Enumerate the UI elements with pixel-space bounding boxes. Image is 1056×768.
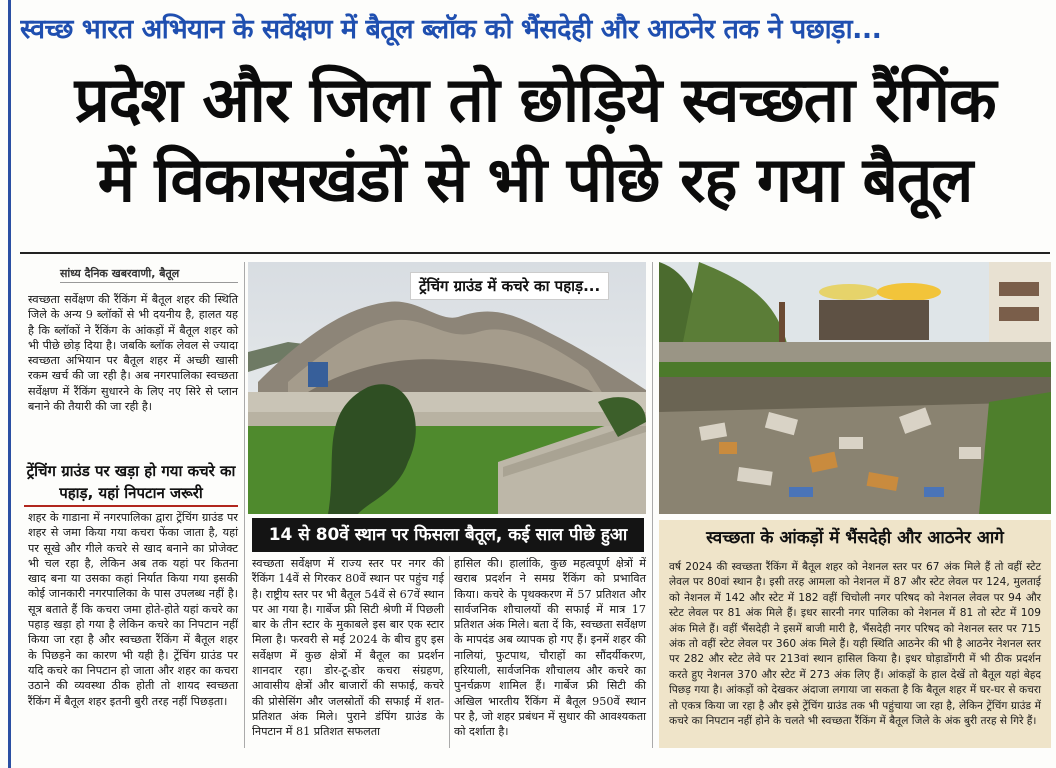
headline-line-2: में विकासखंडों से भी पीछे रह गया बैतूल: [97, 143, 973, 216]
main-headline: [20, 60, 1050, 220]
trenching-paragraph: शहर के गाडाना में नगरपालिका द्वारा ट्रेंचिंग ग्राउंड पर शहर से जमा किया गया कचरा फेंका जाता है, यहां पर सूखे और गीले कचरे से खाद बनाने का प्रोजेक्ट भी चल रहा है, लेकिन अब तक यहां पर कितना खाद बना या उसका कहां निर्यात किया गया इसकी कोई जानकारी नगरपालिका के पास उपलब्ध नहीं है। सूत्र बताते हैं कि कचरा जमा होते-होते यहां कचरे का पहाड़ खड़ा हो गया है लेकिन कचरे का निपटान नहीं किया जा रहा है और स्वच्छता रैंकिंग में बैतूल शहर के पिछड़ने का कारण भी यही है। ट्रेंचिंग ग्राउंड पर यदि कचरे का निपटान हो जाता और शहर का कचरा उठाने की व्यवस्था ठीक होती तो शायद स्वच्छता रैंकिंग में बैतूल शहर इतनी बुरी तरह नहीं पिछड़ता।: [28, 511, 238, 708]
column-divider: [449, 556, 450, 748]
byline-rule: [60, 282, 238, 283]
stats-box-body: वर्ष 2024 की स्वच्छता रैंकिंग में बैतूल शहर को नेशनल स्तर पर 67 अंक मिले हैं तो वहीं स्टेट लेवल पर 80वां स्थान है। इसी तरह आमला को नेशनल में 87 और स्टेट लेवल पर 124, मुलताई को नेशनल में 142 और स्टेट में 182 वहीं चिचोली नगर परिषद को नेशनल लेवल पर 94 और स्टेट लेवल पर 81 अंक मिले हैं। इधर सारनी नगर पालिका को नेशनल में 81 तो स्टेट में 109 अंक मिले हैं। वहीं भैंसदेही ने इसमें बाजी मारी है, भैंसदेही नगर परिषद को नेशनल स्तर पर 715 अंक तो वहीं स्टेट लेवल पर 360 अंक मिले हैं। यही स्थिति आठनेर की भी है आठनेर नेशनल स्तर पर 282 और स्टेट लेवे पर 213वां स्थान हासिल किया है। इधर घोड़ाडोंगरी में भी ठीक प्रदर्शन करते हुए नेशनल 370 और स्टेट में 273 अंक लिए हैं। आंकड़ों के हाल देखें तो बैतूल यहां बेहद पिछड़ गया है। आंकड़ों को देखकर अंदाजा लगाया जा सकता है कि बैतूल शहर में घर-घर से कचरा तो एकत्र किया जा रहा है और इसे ट्रेंचिंग ग्राउंड तक भी पहुंचाया जा रहा है, लेकिन ट्रेंचिंग ग्राउंड में कचरे का निपटान नहीं होने के चलते भी स्वच्छता रैंकिंग में बैतूल जिले के अंक बुरी तरह से गिरे हैं।: [669, 561, 1041, 728]
column-divider: [652, 262, 653, 748]
byline: सांध्य दैनिक खबरवाणी, बैतूल: [60, 267, 180, 280]
ranking-banner: 14 से 80वें स्थान पर फिसला बैतूल, कई साल पीछे हुआ: [252, 518, 644, 552]
ranking-paragraph-2: हासिल की। हालांकि, कुछ महत्वपूर्ण क्षेत्रों में खराब प्रदर्शन ने समग्र रैंकिंग को प्रभावित किया। कचरे के पृथक्करण में 57 प्रतिशत और सार्वजनिक शौचालयों की सफाई में मात्र 17 प्रतिशत अंक मिले। बता दें कि, स्वच्छता सर्वेक्षण के मापदंड अब व्यापक हो गए हैं। इनमें शहर की नालियां, फुटपाथ, चौराहों का सौंदर्यीकरण, हरियाली, सार्वजनिक शौचालय और कचरे का पुनर्चक्रण शामिल हैं। गार्बेज फ्री सिटी की अखिल भारतीय रैंकिंग में बैतूल 950वें स्थान पर है, जो शहर प्रबंधन में सुधार की आवश्यकता को दर्शाता है।: [454, 557, 646, 739]
roadside-garbage-photo: [659, 262, 1051, 514]
column-divider: [244, 262, 245, 748]
trenching-subhead: ट्रेंचिंग ग्राउंड पर खड़ा हो गया कचरे का पहाड़, यहां निपटान जरूरी: [26, 462, 236, 502]
page-border-line: [8, 0, 11, 768]
kicker-headline: स्वच्छ भारत अभियान के सर्वेक्षण में बैतूल ब्लॉक को भैंसदेही और आठनेर तक ने पछाड़ा...: [20, 14, 882, 45]
intro-paragraph: स्वच्छता सर्वेक्षण की रैंकिंग में बैतूल शहर की स्थिति जिले के अन्य 9 ब्लॉकों से भी दयनीय है, हालत यह है कि ब्लॉकों ने रैंकिंग के आंकड़ों में बैतूल शहर को भी पीछे छोड़ दिया है। जबकि ब्लॉक लेवल से ज्यादा स्वच्छता अभियान पर बैतूल शहर में अच्छी खासी रकम खर्च की जा रही है। अब नगरपालिका स्वच्छता सर्वेक्षण में रैंकिंग सुधारने के लिए नए सिरे से प्लान बनाने की तैयारी की जा रही है।: [28, 293, 238, 414]
stats-box-title: स्वच्छता के आंकड़ों में भैंसदेही और आठनेर आगे: [706, 528, 1004, 548]
headline-rule: [20, 252, 1050, 254]
stats-box: [659, 520, 1051, 748]
photo-caption: ट्रेंचिंग ग्राउंड में कचरे का पहाड़...: [410, 272, 609, 300]
subhead-rule: [24, 505, 238, 507]
ranking-paragraph-1: स्वच्छता सर्वेक्षण में राज्य स्तर पर नगर की रैंकिंग 14वें से गिरकर 80वें स्थान पर पहुंच गई है। राष्ट्रीय स्तर पर भी बैतूल 54वें से 67वें स्थान पर आ गया है। गार्बेज फ्री सिटी श्रेणी में पिछली बार के तीन स्टार के मुकाबले इस बार एक स्टार मिला है। फरवरी से मई 2024 के बीच हुए इस सर्वेक्षण में कुछ क्षेत्रों में बैतूल का प्रदर्शन शानदार रहा। डोर-टू-डोर कचरा संग्रहण, आवासीय क्षेत्रों और बाजारों की सफाई, कचरे की प्रोसेसिंग और जलस्रोतों की सफाई में शत-प्रतिशत अंक मिले। पुराने डंपिंग ग्राउंड के निपटान में 81 प्रतिशत सफलता: [252, 557, 444, 739]
headline-line-1: प्रदेश और जिला तो छोड़िये स्वच्छता रैंगिंक: [74, 63, 996, 136]
